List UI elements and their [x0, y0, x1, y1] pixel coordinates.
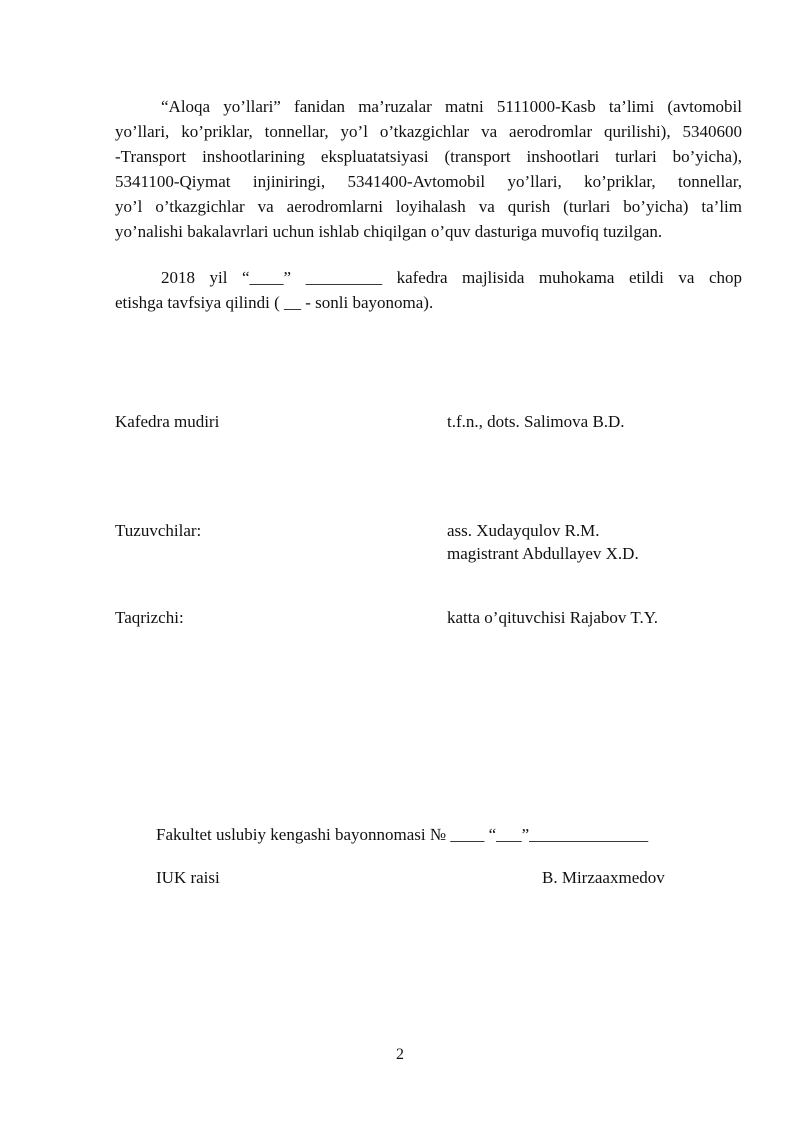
intro-line: yo’l o’tkazgichlar va aerodromlarni loyihalash va qurish (turlari bo’yicha) ta’lim — [115, 197, 742, 216]
intro-line: yo’nalishi bakalavrlari uchun ishlab chiqilgan o’quv dasturiga muvofiq tuzilgan. — [115, 222, 663, 241]
reviewer-name: katta o’qituvchisi Rajabov T.Y. — [447, 608, 659, 627]
head-of-department-name: t.f.n., dots. Salimova B.D. — [447, 412, 625, 431]
author-name-2: magistrant Abdullayev X.D. — [447, 544, 639, 563]
intro-line: “Aloqa yo’llari” fanidan ma’ruzalar matni 5111000-Kasb ta’limi (avtomobil — [161, 97, 742, 116]
approval-line: 2018 yil “____” _________ kafedra majlisida muhokama etildi va chop — [161, 268, 742, 287]
author-name-1: ass. Xudayqulov R.M. — [447, 521, 600, 540]
authors-label: Tuzuvchilar: — [115, 521, 202, 540]
page-number: 2 — [396, 1046, 404, 1063]
reviewer-label: Taqrizchi: — [115, 608, 184, 627]
intro-line: yo’llari, ko’priklar, tonnellar, yo’l o’tkazgichlar va aerodromlar qurilishi), 5340600 — [115, 122, 742, 141]
approval-line: etishga tavfsiya qilindi ( __ - sonli bayonoma). — [115, 293, 434, 312]
intro-paragraph — [115, 94, 742, 244]
head-of-department-label: Kafedra mudiri — [115, 412, 220, 431]
council-protocol-line: Fakultet uslubiy kengashi bayonnomasi № ____ “___”______________ — [156, 825, 649, 844]
council-chair-name: B. Mirzaaxmedov — [542, 868, 665, 887]
council-chair-label: IUK raisi — [156, 868, 220, 887]
intro-line: -Transport inshootlarining ekspluatatsiyasi (transport inshootlari turlari bo’yicha), — [115, 147, 742, 166]
approval-paragraph — [115, 265, 742, 315]
intro-line: 5341100-Qiymat injiniringi, 5341400-Avtomobil yo’llari, ko’priklar, tonnellar, — [115, 172, 742, 191]
